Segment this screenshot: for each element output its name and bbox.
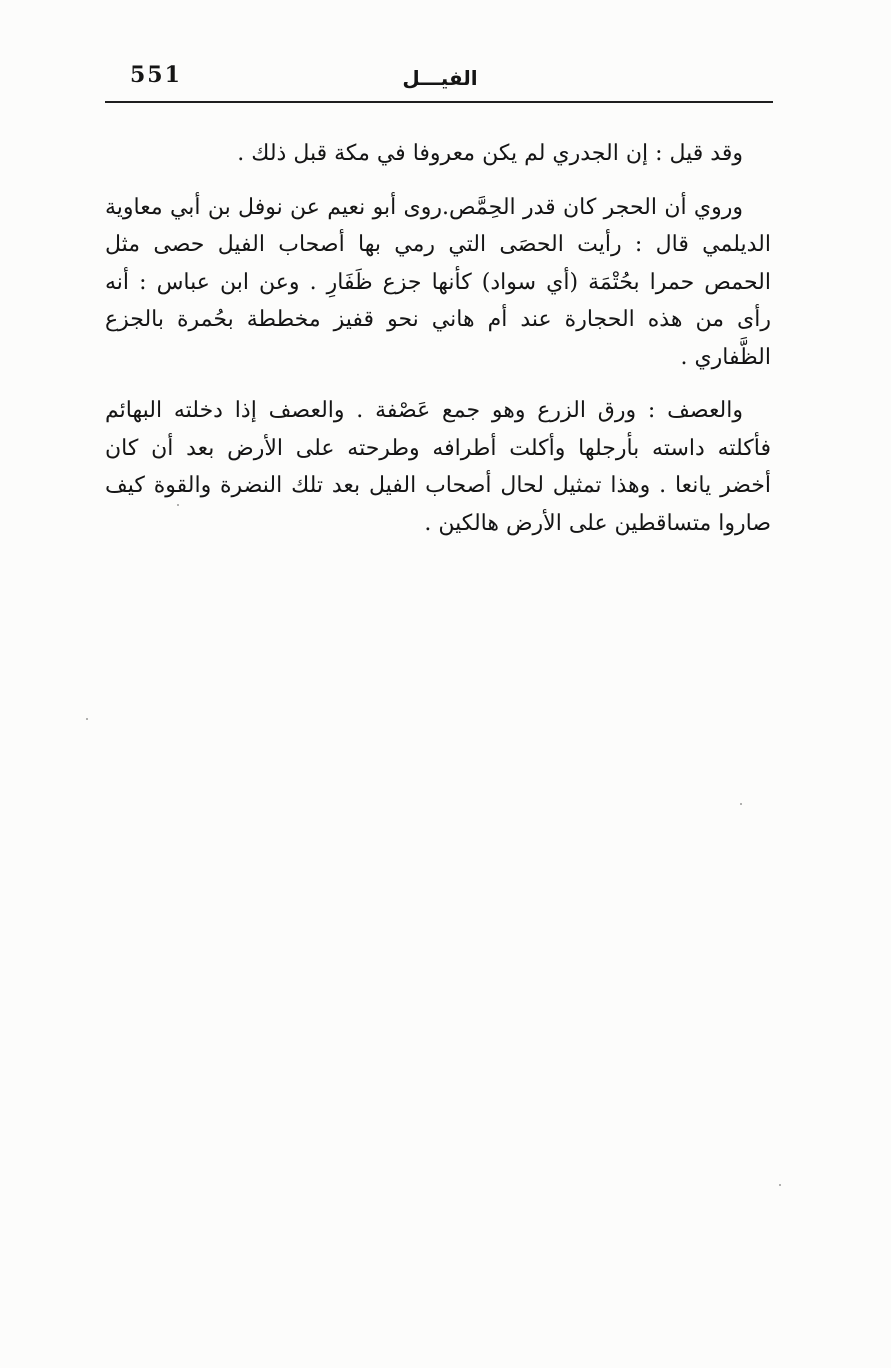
page-body: [105, 135, 771, 558]
paragraph-2: وروي أن الحجر كان قدر الحِمَّص.روى أبو نعيم عن نوفل بن أبي معاوية الديلمي قال : رأيت الحصَى التي رمي بها أصحاب الفيل حصى مثل الحمص حمرا بحُتْمَة (أي سواد) كأنها جزع ظَفَارِ . وعن ابن عباس : أنه رأى من هذه الحجارة عند أم هاني نحو قفيز مخططة بحُمرة بالجزع الظَّفاري .: [105, 194, 771, 370]
scan-speck: [740, 803, 742, 805]
scan-speck: [86, 718, 88, 720]
scan-speck: [779, 1184, 781, 1186]
header-rule: [105, 101, 773, 103]
paragraph-1: وقد قيل : إن الجدري لم يكن معروفا في مكة قبل ذلك .: [237, 141, 743, 166]
page-header: [105, 58, 773, 106]
paragraph-3: والعصف : ورق الزرع وهو جمع عَصْفة . والعصف إذا دخلته البهائم فأكلته داسته بأرجلها وأكلت أطرافه وطرحته على الأرض بعد أن كان أخضر يانعا . وهذا تمثيل لحال أصحاب الفيل بعد تلك النضرة والقوة كيف صاروا متساقطين على الأرض هالكين .: [105, 398, 771, 536]
page-number: 551: [130, 62, 182, 88]
scan-speck: [177, 504, 179, 506]
running-title: الفيـــل: [402, 66, 478, 90]
